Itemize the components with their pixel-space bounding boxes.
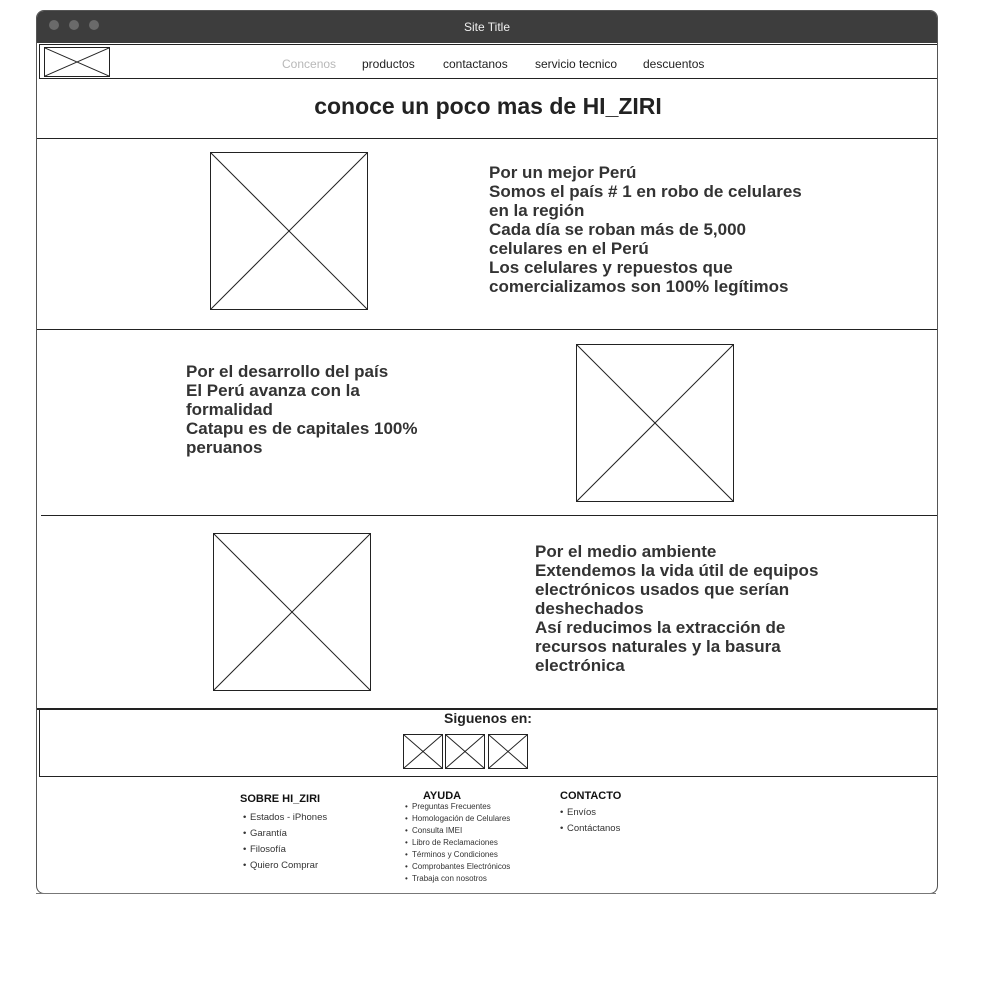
footer-link[interactable]: • Quiero Comprar bbox=[243, 859, 327, 875]
footer-link[interactable]: • Comprobantes Electrónicos bbox=[405, 862, 510, 874]
section-2-line: formalidad bbox=[186, 400, 273, 419]
divider bbox=[37, 329, 938, 330]
section-1-image-placeholder bbox=[210, 152, 368, 310]
section-2-line: peruanos bbox=[186, 438, 263, 457]
social-icon-3[interactable] bbox=[488, 734, 528, 769]
section-3-line: electrónica bbox=[535, 656, 625, 675]
footer-link[interactable]: • Estados - iPhones bbox=[243, 811, 327, 827]
section-3-line: Por el medio ambiente bbox=[535, 542, 717, 561]
section-2-line: El Perú avanza con la bbox=[186, 381, 360, 400]
section-1-line: Los celulares y repuestos que bbox=[489, 258, 733, 277]
footer-link[interactable]: • Términos y Condiciones bbox=[405, 850, 510, 862]
nav-bar bbox=[39, 44, 938, 79]
footer-help-list bbox=[405, 802, 510, 886]
section-2-line: Por el desarrollo del país bbox=[186, 362, 389, 381]
footer-contact-title: CONTACTO bbox=[560, 790, 622, 802]
social-icon-1[interactable] bbox=[403, 734, 443, 769]
section-1-text bbox=[489, 163, 802, 296]
footer-link[interactable]: • Homologación de Celulares bbox=[405, 814, 510, 826]
nav-item-contactanos[interactable]: contactanos bbox=[443, 57, 508, 71]
section-1-line: Cada día se roban más de 5,000 bbox=[489, 220, 747, 239]
window-bottom-edge bbox=[36, 893, 936, 894]
window-title: Site Title bbox=[463, 20, 511, 34]
section-1-line: celulares en el Perú bbox=[489, 239, 649, 258]
page-title: conoce un poco mas de HI_ZIRI bbox=[314, 93, 662, 119]
footer-link[interactable]: • Filosofía bbox=[243, 843, 327, 859]
footer-link[interactable]: • Garantía bbox=[243, 827, 327, 843]
section-2-text bbox=[186, 362, 418, 457]
section-3-line: Así reducimos la extracción de bbox=[535, 618, 786, 637]
divider bbox=[37, 138, 938, 139]
social-icon-2[interactable] bbox=[445, 734, 485, 769]
section-1-line: Por un mejor Perú bbox=[489, 163, 637, 182]
footer-about-list bbox=[243, 811, 327, 875]
nav-item-productos[interactable]: productos bbox=[362, 57, 415, 71]
footer-link[interactable]: • Trabaja con nosotros bbox=[405, 874, 510, 886]
footer-link[interactable]: • Preguntas Frecuentes bbox=[405, 802, 510, 814]
nav-item-descuentos[interactable]: descuentos bbox=[643, 57, 705, 71]
nav-item-servicio-tecnico[interactable]: servicio tecnico bbox=[535, 57, 618, 71]
section-1-line: comercializamos son 100% legítimos bbox=[489, 277, 789, 296]
section-1-line: Somos el país # 1 en robo de celulares bbox=[489, 182, 802, 201]
footer-link[interactable]: • Envíos bbox=[560, 808, 620, 824]
social-label: Siguenos en: bbox=[444, 710, 532, 726]
footer-about-title: SOBRE HI_ZIRI bbox=[240, 793, 321, 805]
divider bbox=[41, 515, 938, 516]
nav-item-concenos[interactable]: Concenos bbox=[282, 57, 337, 71]
footer-link[interactable]: • Contáctanos bbox=[560, 824, 620, 840]
section-1-line: en la región bbox=[489, 201, 585, 220]
footer-link[interactable]: • Libro de Reclamaciones bbox=[405, 838, 510, 850]
window-titlebar bbox=[37, 11, 937, 43]
logo-placeholder[interactable] bbox=[44, 47, 110, 77]
browser-window bbox=[36, 10, 938, 894]
section-3-line: Extendemos la vida útil de equipos bbox=[535, 561, 819, 580]
section-2-line: Catapu es de capitales 100% bbox=[186, 419, 418, 438]
footer-help-title: AYUDA bbox=[423, 790, 462, 802]
footer-link[interactable]: • Consulta IMEI bbox=[405, 826, 510, 838]
footer-contact-list bbox=[560, 808, 620, 840]
section-3-line: recursos naturales y la basura bbox=[535, 637, 781, 656]
section-3-line: electrónicos usados que serían bbox=[535, 580, 790, 599]
section-3-text bbox=[535, 542, 818, 675]
section-3-line: deshechados bbox=[535, 599, 644, 618]
section-2-image-placeholder bbox=[576, 344, 734, 502]
section-3-image-placeholder bbox=[213, 533, 371, 691]
